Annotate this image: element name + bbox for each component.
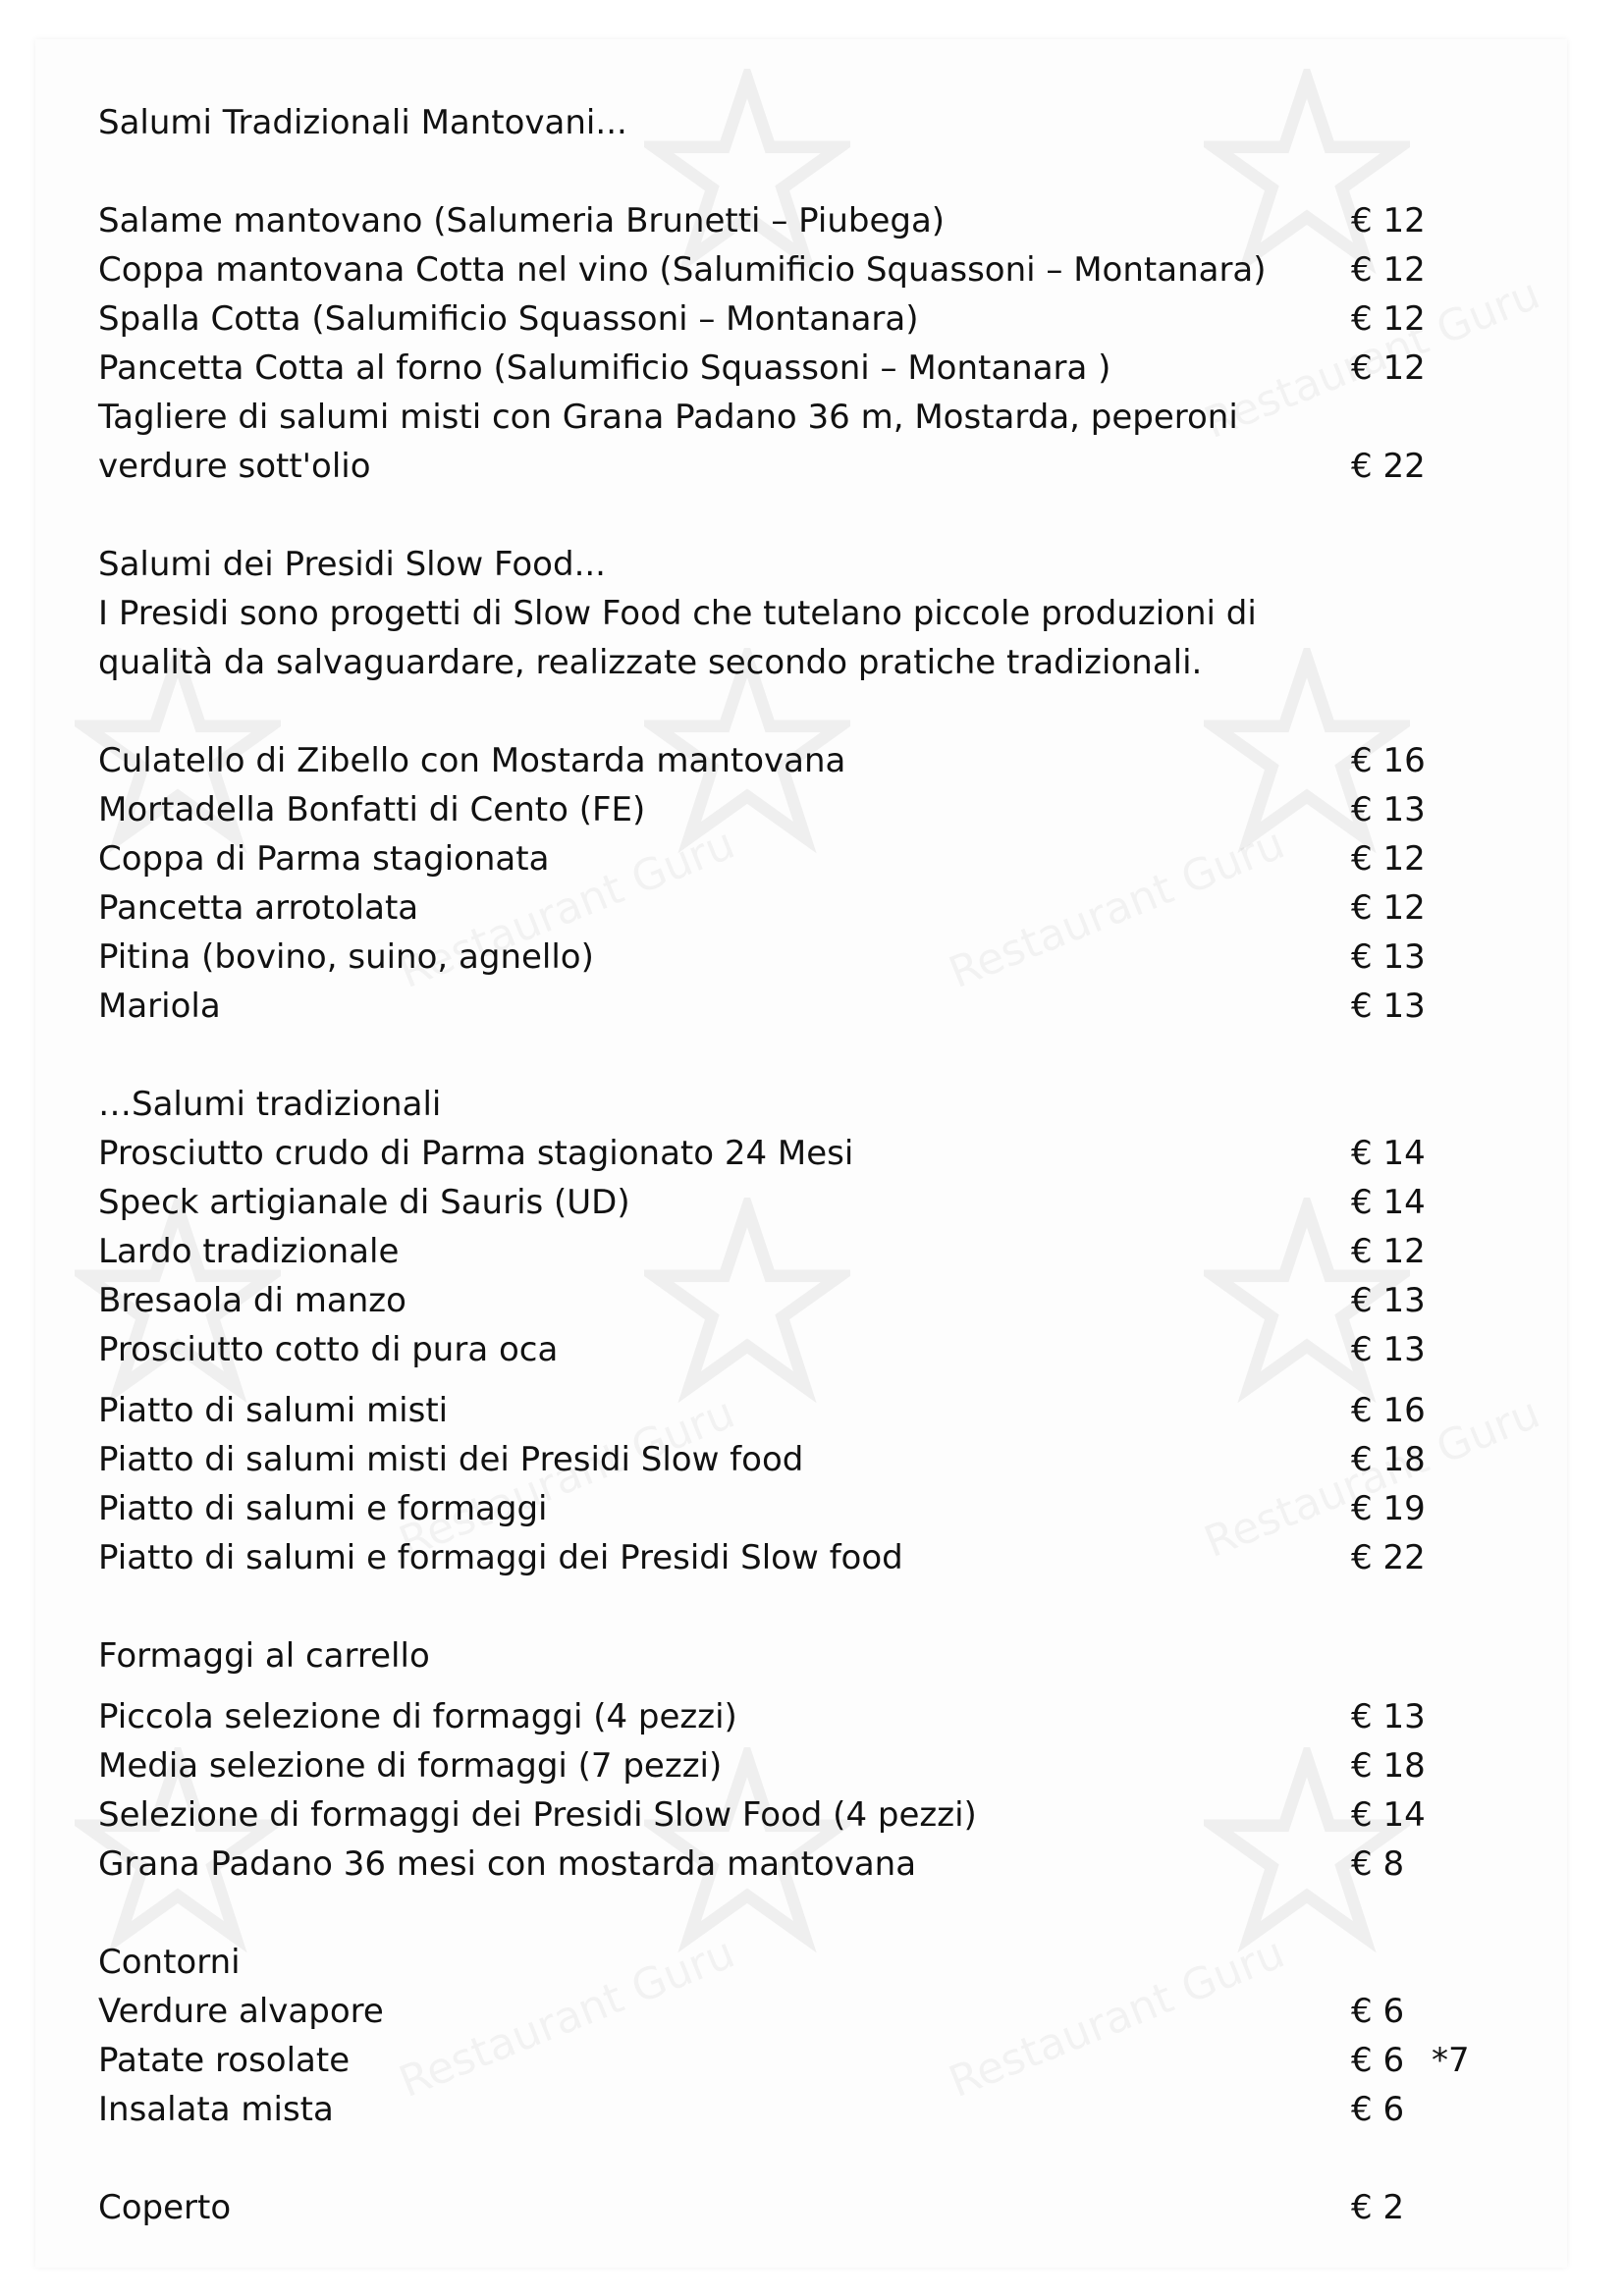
item-name: Piccola selezione di formaggi (4 pezzi): [98, 1697, 737, 1736]
item-price: € 12: [1351, 888, 1426, 928]
item-price: € 8: [1351, 1844, 1405, 1884]
item-price: € 14: [1351, 1134, 1426, 1173]
menu-item: [98, 245, 1473, 294]
coperto-row: [98, 2183, 1473, 2232]
menu-item: [98, 933, 1473, 982]
menu-item: [98, 1533, 1473, 1582]
item-name: Coperto: [98, 2188, 232, 2227]
item-price: € 13: [1351, 790, 1426, 829]
item-name: Pancetta arrotolata: [98, 888, 419, 928]
item-name: Verdure alvapore: [98, 1992, 384, 2031]
item-name: Salame mantovano (Salumeria Brunetti – Piubega): [98, 201, 946, 240]
item-name: Coppa mantovana Cotta nel vino (Salumificio Squassoni – Montanara): [98, 250, 1267, 290]
menu-item: [98, 1227, 1473, 1276]
section-title: Salumi dei Presidi Slow Food...: [98, 545, 606, 584]
menu-item: [98, 1484, 1473, 1533]
menu-item: [98, 393, 1473, 442]
item-name: Pitina (bovino, suino, agnello): [98, 937, 594, 977]
menu-item: [98, 736, 1473, 785]
menu-item: [98, 1692, 1473, 1741]
item-price: € 12: [1351, 839, 1426, 879]
item-name: Insalata mista: [98, 2090, 334, 2129]
item-name: Coppa di Parma stagionata: [98, 839, 550, 879]
item-name: Piatto di salumi e formaggi: [98, 1489, 548, 1528]
item-name: Prosciutto crudo di Parma stagionato 24 Mesi: [98, 1134, 854, 1173]
item-note: *7: [1432, 2041, 1470, 2080]
menu-item: [98, 344, 1473, 393]
item-price: € 13: [1351, 1697, 1426, 1736]
menu-item: [98, 1790, 1473, 1840]
item-name: Bresaola di manzo: [98, 1281, 406, 1320]
item-name: Pancetta Cotta al forno (Salumificio Squassoni – Montanara ): [98, 348, 1111, 388]
item-price: € 12: [1351, 348, 1426, 388]
item-price: € 16: [1351, 1391, 1426, 1430]
item-price: € 12: [1351, 201, 1426, 240]
item-price: € 13: [1351, 937, 1426, 977]
menu-item: [98, 785, 1473, 834]
item-price: € 13: [1351, 987, 1426, 1026]
menu-item: [98, 196, 1473, 245]
section-title: Contorni: [98, 1943, 241, 1982]
item-price: € 18: [1351, 1440, 1426, 1479]
item-price: € 6: [1351, 1992, 1405, 2031]
menu-item: [98, 1276, 1473, 1325]
section-description: qualità da salvaguardare, realizzate secondo pratiche tradizionali.: [98, 643, 1203, 682]
menu-item: [98, 1840, 1473, 1889]
item-name: Mariola: [98, 987, 221, 1026]
item-price: € 6: [1351, 2041, 1405, 2080]
menu-item: [98, 1741, 1473, 1790]
item-price: € 2: [1351, 2188, 1405, 2227]
item-name: Patate rosolate: [98, 2041, 351, 2080]
menu-item: [98, 1987, 1473, 2036]
item-price: € 6: [1351, 2090, 1405, 2129]
menu-content: [98, 98, 1473, 2232]
item-name: Lardo tradizionale: [98, 1232, 400, 1271]
item-name: verdure sott'olio: [98, 447, 371, 486]
item-price: € 12: [1351, 1232, 1426, 1271]
item-name: Selezione di formaggi dei Presidi Slow Food (4 pezzi): [98, 1795, 977, 1835]
section-description: I Presidi sono progetti di Slow Food che tutelano piccole produzioni di: [98, 594, 1257, 633]
item-price: € 22: [1351, 1538, 1426, 1577]
item-name: Speck artigianale di Sauris (UD): [98, 1183, 630, 1222]
menu-item: [98, 442, 1473, 491]
item-name: Mortadella Bonfatti di Cento (FE): [98, 790, 646, 829]
item-name: Media selezione di formaggi (7 pezzi): [98, 1746, 723, 1786]
item-name: Spalla Cotta (Salumificio Squassoni – Montanara): [98, 299, 919, 339]
item-price: € 14: [1351, 1795, 1426, 1835]
section-title: Salumi Tradizionali Mantovani...: [98, 103, 627, 142]
item-price: € 13: [1351, 1281, 1426, 1320]
menu-item: [98, 294, 1473, 344]
item-price: € 12: [1351, 299, 1426, 339]
item-price: € 18: [1351, 1746, 1426, 1786]
section-title: Formaggi al carrello: [98, 1636, 430, 1676]
menu-item: [98, 883, 1473, 933]
item-price: € 16: [1351, 741, 1426, 780]
item-name: Piatto di salumi misti: [98, 1391, 449, 1430]
item-name: Grana Padano 36 mesi con mostarda mantovana: [98, 1844, 917, 1884]
item-name: Tagliere di salumi misti con Grana Padano 36 m, Mostarda, peperoni: [98, 398, 1238, 437]
item-name: Piatto di salumi misti dei Presidi Slow food: [98, 1440, 804, 1479]
item-name: Piatto di salumi e formaggi dei Presidi Slow food: [98, 1538, 903, 1577]
item-price: € 14: [1351, 1183, 1426, 1222]
item-name: Prosciutto cotto di pura oca: [98, 1330, 559, 1369]
item-price: € 19: [1351, 1489, 1426, 1528]
menu-item: [98, 982, 1473, 1031]
menu-item: [98, 834, 1473, 883]
menu-item: [98, 1178, 1473, 1227]
item-price: € 12: [1351, 250, 1426, 290]
menu-item: [98, 1325, 1473, 1374]
item-name: Culatello di Zibello con Mostarda mantovana: [98, 741, 846, 780]
menu-item: [98, 1129, 1473, 1178]
section-title: …Salumi tradizionali: [98, 1085, 442, 1124]
menu-item: [98, 1435, 1473, 1484]
item-price: € 13: [1351, 1330, 1426, 1369]
item-price: € 22: [1351, 447, 1426, 486]
menu-item: [98, 2085, 1473, 2134]
menu-item: [98, 1386, 1473, 1435]
menu-item: [98, 2036, 1473, 2085]
